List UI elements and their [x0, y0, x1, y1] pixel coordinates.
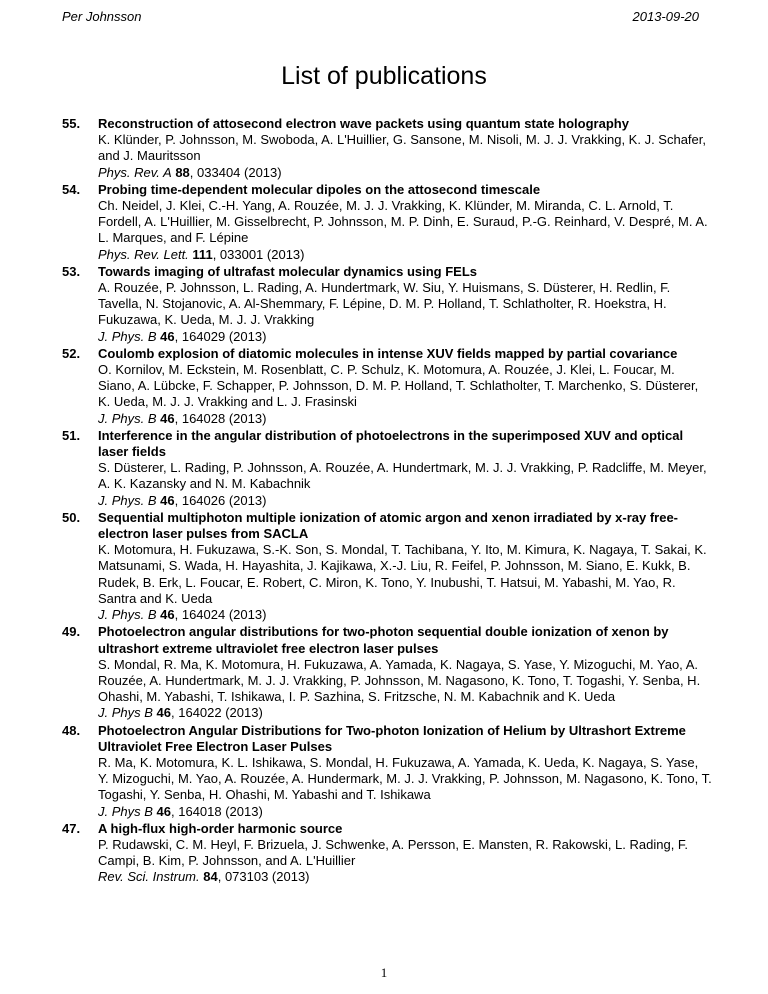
publication-entry — [62, 264, 712, 345]
publication-entry — [62, 510, 712, 623]
article-number-year: , 164028 (2013) — [174, 410, 267, 426]
publication-title: Photoelectron Angular Distributions for Two-photon Ionization of Helium by Ultrashort Extreme Ultraviolet Free Electron Laser Pulses — [98, 722, 686, 754]
publication-list — [62, 116, 712, 887]
publication-number: 49. — [62, 624, 81, 640]
article-number-year: , 073103 (2013) — [217, 869, 310, 885]
publication-entry — [62, 116, 712, 181]
journal-volume: 46 — [156, 705, 172, 721]
publication-entry — [62, 428, 712, 509]
article-number-year: , 033404 (2013) — [189, 164, 282, 180]
publication-authors: K. Klünder, P. Johnsson, M. Swoboda, A. L'Huillier, G. Sansone, M. Nisoli, M. J. J. Vrakking, K. J. Schafer, and J. Mauritsson — [98, 132, 706, 164]
publication-entry — [62, 723, 712, 820]
journal-volume: 46 — [160, 607, 175, 623]
publication-authors: S. Düsterer, L. Rading, P. Johnsson, A. Rouzée, A. Hundertmark, M. J. J. Vrakking, P. Radcliffe, M. Meyer, A. K. Kazansky and N. M. Kabachnik — [98, 460, 707, 492]
publication-authors: A. Rouzée, P. Johnsson, L. Rading, A. Hundertmark, W. Siu, Y. Huismans, S. Düsterer, H. Redlin, F. Tavella, N. Stojanovic, A. Al-Shemmary, F. Lépine, D. M. P. Holland, T. Schlatholter, R. Hoekstra, H. Fukuzawa, K. Ueda, M. J. J. Vrakking — [98, 280, 671, 328]
publication-title: Sequential multiphoton multiple ionization of atomic argon and xenon irradiated by x-ray free-electron laser pulses from SACLA — [98, 509, 679, 542]
publication-number: 53. — [62, 263, 81, 279]
article-number-year: , 164022 (2013) — [171, 705, 263, 721]
publication-title: Towards imaging of ultrafast molecular dynamics using FELs — [98, 263, 477, 279]
publication-title: Interference in the angular distribution of photoelectrons in the superimposed XUV and optical laser fields — [98, 427, 684, 460]
publication-number: 55. — [62, 116, 81, 131]
publication-citation — [98, 165, 712, 181]
journal-name: Rev. Sci. Instrum. — [98, 869, 200, 885]
publication-citation — [98, 804, 712, 820]
page-title: List of publications — [281, 62, 487, 90]
publication-number: 47. — [62, 820, 81, 836]
journal-volume: 46 — [156, 803, 172, 819]
article-number-year: , 033001 (2013) — [212, 246, 305, 262]
journal-volume: 84 — [203, 869, 218, 885]
publication-citation — [98, 607, 712, 623]
journal-volume: 46 — [160, 410, 175, 426]
publication-citation — [98, 329, 712, 345]
publication-authors: S. Mondal, R. Ma, K. Motomura, H. Fukuzawa, A. Yamada, K. Nagaya, S. Yase, Y. Mizoguchi, M. Yao, A. Rouzée, A. Hundertmark, M. J. J. Vrakking, P. Johnsson, M. Nagasono, K. Tono, T. Togashi, Y. Senba, H. Ohashi, M. Yabashi, T. Ishikawa, I. P. Sazhina, S. Fritzsche, N. M. Kabachnik and K. Ueda — [98, 656, 701, 705]
journal-name: J. Phys. B — [98, 492, 157, 508]
publication-title: Reconstruction of attosecond electron wave packets using quantum state holography — [98, 116, 629, 131]
publication-title: Coulomb explosion of diatomic molecules in intense XUV fields mapped by partial covariance — [98, 345, 678, 361]
publication-title: Probing time-dependent molecular dipoles on the attosecond timescale — [98, 181, 541, 197]
publication-entry — [62, 182, 712, 263]
publication-entry — [62, 624, 712, 721]
publication-citation — [98, 869, 712, 885]
article-number-year: , 164018 (2013) — [171, 803, 263, 819]
article-number-year: , 164024 (2013) — [174, 607, 267, 623]
publication-title: A high-flux high-order harmonic source — [98, 820, 343, 836]
publication-title: Photoelectron angular distributions for two-photon sequential double ionization of xenon by ultrashort extreme ultraviolet free electron laser pulses — [98, 624, 669, 656]
publication-authors: P. Rudawski, C. M. Heyl, F. Brizuela, J. Schwenke, A. Persson, E. Mansten, R. Rakowski, L. Rading, F. Campi, B. Kim, P. Johnsson, and A. L'Huillier — [98, 836, 689, 869]
publication-authors: K. Motomura, H. Fukuzawa, S.-K. Son, S. Mondal, T. Tachibana, Y. Ito, M. Kimura, K. Nagaya, T. Sakai, K. Matsunami, S. Wada, H. Hayashita, J. Kajikawa, X.-J. Liu, R. Feifel, P. Johnsson, M. Siano, E. Kukk, B. Rudek, B. Erk, L. Foucar, E. Robert, C. Miron, K. Tono, Y. Inubushi, T. Hatsui, M. Yabashi, M. Yao, R. Santra and K. Ueda — [98, 542, 707, 606]
journal-volume: 111 — [192, 246, 213, 262]
publication-number: 50. — [62, 509, 81, 525]
journal-name: J. Phys. B — [98, 328, 157, 344]
article-number-year: , 164029 (2013) — [174, 328, 267, 344]
header-date: 2013-09-20 — [632, 9, 699, 24]
journal-name: J. Phys. B — [98, 410, 157, 426]
journal-name: Phys. Rev. Lett. — [98, 246, 189, 262]
publication-entry — [62, 346, 712, 427]
publication-citation — [98, 247, 712, 263]
journal-volume: 88 — [175, 164, 190, 180]
publication-citation — [98, 705, 712, 721]
journal-name: J. Phys B — [98, 803, 153, 819]
publication-number: 51. — [62, 427, 81, 443]
publication-authors: Ch. Neidel, J. Klei, C.-H. Yang, A. Rouzée, M. J. J. Vrakking, K. Klünder, M. Miranda, C. L. Arnold, T. Fordell, A. L'Huillier, M. Gisselbrecht, P. Johnsson, M. P. Dinh, E. Suraud, P.-G. Reinhard, V. Despré, M. A. L. Marques, and F. Lépine — [98, 198, 708, 246]
publication-authors: R. Ma, K. Motomura, K. L. Ishikawa, S. Mondal, H. Fukuzawa, A. Yamada, K. Ueda, K. Nagaya, S. Yase, Y. Mizoguchi, M. Yao, A. Rouzée, A. Hundermark, M. J. J. Vrakking, P. Johnsson, M. Nagasono, K. Tono, T. Togashi, Y. Senba, H. Ohashi, M. Yabashi and T. Ishikawa — [98, 754, 712, 803]
journal-volume: 46 — [160, 328, 175, 344]
header-author: Per Johnsson — [62, 9, 142, 24]
article-number-year: , 164026 (2013) — [174, 492, 267, 508]
journal-name: Phys. Rev. A — [98, 164, 172, 180]
journal-volume: 46 — [160, 492, 175, 508]
publication-citation — [98, 493, 712, 509]
publication-number: 48. — [62, 722, 81, 738]
publication-entry — [62, 821, 712, 886]
publication-citation — [98, 411, 712, 427]
journal-name: J. Phys B — [98, 705, 153, 721]
publication-authors: O. Kornilov, M. Eckstein, M. Rosenblatt, C. P. Schulz, K. Motomura, A. Rouzée, J. Klei, L. Foucar, M. Siano, A. Lübcke, F. Schapper, P. Johnsson, D. M. P. Holland, T. Schlatholter, T. Marchenko, S. Düsterer, K. Ueda, M. J. J. Vrakking and L. J. Frasinski — [98, 362, 699, 410]
publication-number: 52. — [62, 345, 81, 361]
journal-name: J. Phys. B — [98, 607, 157, 623]
page-number: 1 — [380, 965, 388, 980]
publication-number: 54. — [62, 181, 81, 197]
